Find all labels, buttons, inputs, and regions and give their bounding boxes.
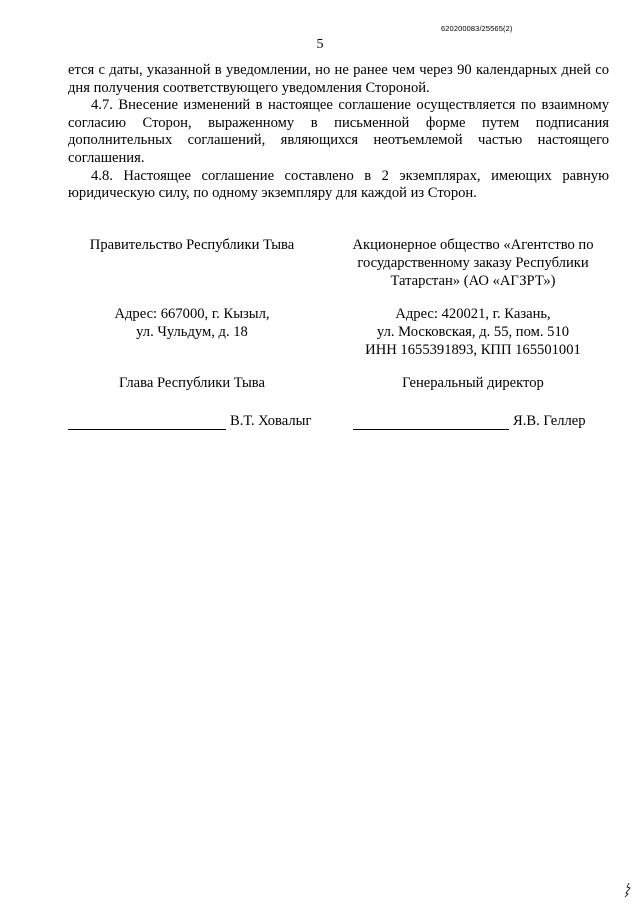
- page-number: 5: [316, 37, 324, 52]
- agreement-body: [68, 62, 609, 203]
- paragraph-continuation: ется с даты, указанной в уведомлении, но не ранее чем через 90 календарных дней со дня получения соответствующего уведомления Стороной.: [68, 62, 609, 96]
- right-party-name: [338, 236, 608, 290]
- right-address-line-2: ул. Московская, д. 55, пом. 510: [376, 324, 570, 340]
- right-signature-line: [353, 429, 509, 430]
- document-id: 620200083/25565(2): [441, 24, 513, 33]
- right-name-line-2: государственному заказу Республики: [357, 255, 589, 271]
- right-party-position: Генеральный директор: [402, 375, 544, 391]
- paragraph-4-8: 4.8. Настоящее соглашение составлено в 2 экземплярах, имеющих равную юридическую силу, по одному экземпляру для каждой из Сторон.: [68, 167, 609, 202]
- left-party-position: Глава Республики Тыва: [119, 375, 265, 391]
- left-address-line-2: ул. Чульдум, д. 18: [136, 324, 248, 340]
- right-address-line-1: Адрес: 420021, г. Казань,: [395, 306, 551, 322]
- left-signatory-name: В.Т. Ховалыг: [230, 413, 312, 429]
- right-signatory-name: Я.В. Геллер: [513, 413, 586, 429]
- left-address-line-1: Адрес: 667000, г. Кызыл,: [114, 306, 270, 322]
- paragraph-4-7: 4.7. Внесение изменений в настоящее соглашение осуществляется по взаимному согласию Сторон, выраженному в письменной форме путем подписания дополнительных соглашений, являющихся неотъемлемой частью настоящего соглашения.: [68, 97, 609, 166]
- right-name-line-1: Акционерное общество «Агентство по: [352, 237, 594, 253]
- scan-mark-icon: [622, 881, 632, 899]
- right-address-line-3: ИНН 1655391893, КПП 165501001: [365, 342, 581, 358]
- left-party-address: [68, 305, 316, 341]
- right-party-address: [338, 305, 608, 359]
- right-name-line-3: Татарстан» (АО «АГЗРТ»): [390, 273, 556, 289]
- left-signature-line: [68, 429, 226, 430]
- left-party-name: Правительство Республики Тыва: [89, 237, 295, 253]
